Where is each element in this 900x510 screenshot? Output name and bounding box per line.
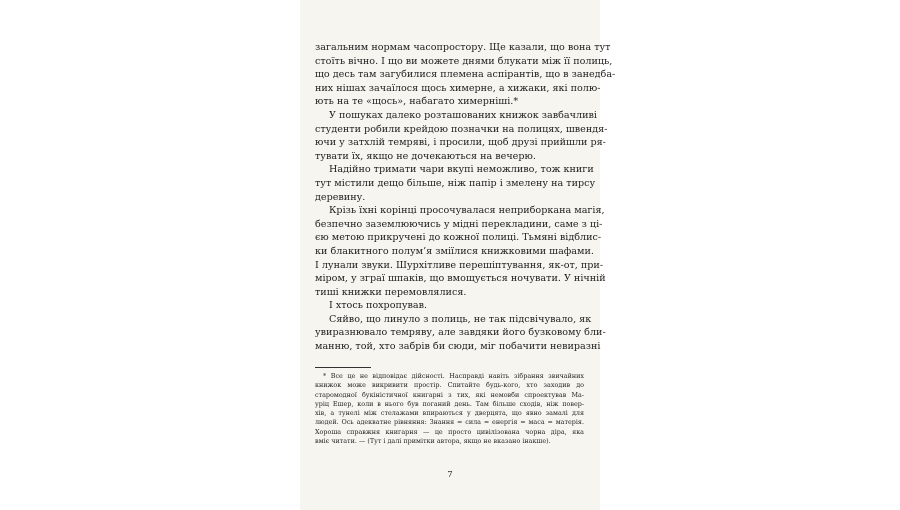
text-line: студенти робили крейдою позначки на полицях, швендя- [315, 123, 608, 135]
text-line: деревину. [315, 191, 366, 203]
text-line: стоїть вічно. І що ви можете днями блукати між її полиць, [315, 55, 613, 67]
text-line: них нішах зачаїлося щось химерне, а хижаки, які полю- [315, 82, 601, 94]
footnote-line: книжок може викривити простір. Спитайте будь-кого, хто заходив до [315, 381, 584, 390]
footnote-line: хів, а тунелі між стелажами впираються у дверцята, що явно замалі для [315, 409, 584, 418]
page-number: 7 [447, 470, 453, 480]
text-line: ючи у затхлій темряві, і просили, щоб друзі прийшли ря- [315, 137, 606, 149]
text-line: тиші книжки перемовлялися. [315, 286, 467, 298]
text-line: міром, у зграї шпаків, що вмощується ночувати. У нічній [315, 273, 606, 285]
footnote-line: * Все це не відповідає дійсності. Насправді навіть зібрання звичайних [323, 372, 584, 380]
text-line: ки блакитного полум’я зміїлися книжковими шафами. [315, 245, 594, 257]
text-line: ють на те «щось», набагато химерніші.* [315, 96, 519, 108]
text-line: манню, той, хто забрів би сюди, міг побачити невиразні [315, 341, 601, 353]
text-line: загальним нормам часопростору. Ще казали, що вона тут [315, 42, 611, 53]
text-line: єю метою прикручені до кожної полиці. Тьмяні відблис- [315, 232, 602, 244]
footnote-line: уріц Ешер, коли в нього був поганий день. Там більше сходів, ніж повер- [315, 399, 584, 408]
text-line: Сяйво, що линуло з полиць, не так підсвічувало, як [329, 313, 592, 325]
text-line: І хтось похропував. [329, 300, 428, 312]
footnote-line: людей. Ось адекватне рівняння: Знання = сила = енергія = маса = матерія. [315, 418, 584, 427]
book-page [300, 0, 616, 510]
text-line: У пошуках далеко розташованих книжок завбачливі [329, 109, 597, 121]
text-line: що десь там загубилися племена аспірантів, що в занедба- [315, 69, 616, 81]
text-line: безпечно заземлюючись у мідні перекладини, саме з ці- [315, 218, 603, 230]
text-line: увиразнювало темряву, але завдяки його бузковому бли- [315, 327, 606, 339]
text-line: Крізь їхні корінці просочувалася неприборкана магія, [329, 205, 605, 217]
text-line: тувати їх, якщо не дочекаються на вечерю. [315, 150, 536, 162]
footnote-line: Хороша справжня книгарня — це просто цивілізована чорна діра, яка [315, 427, 584, 436]
text-line: І лунали звуки. Шурхітливе перешіптування, як-от, при- [315, 259, 604, 271]
text-line: Надійно тримати чари вкупі неможливо, тож книги [329, 164, 594, 176]
body-text [315, 41, 616, 354]
text-line: тут містили дещо більше, ніж папір і змелену на тирсу [315, 177, 596, 189]
footnote-line: старомодної букіністичної книгарні з тих, які немовби спроектував Ма- [315, 390, 584, 399]
footnote-line: вміє читати. — (Тут і далі примітки автора, якщо не вказано інакше). [315, 437, 551, 446]
footnote [315, 372, 584, 446]
footnote-divider [315, 367, 371, 368]
